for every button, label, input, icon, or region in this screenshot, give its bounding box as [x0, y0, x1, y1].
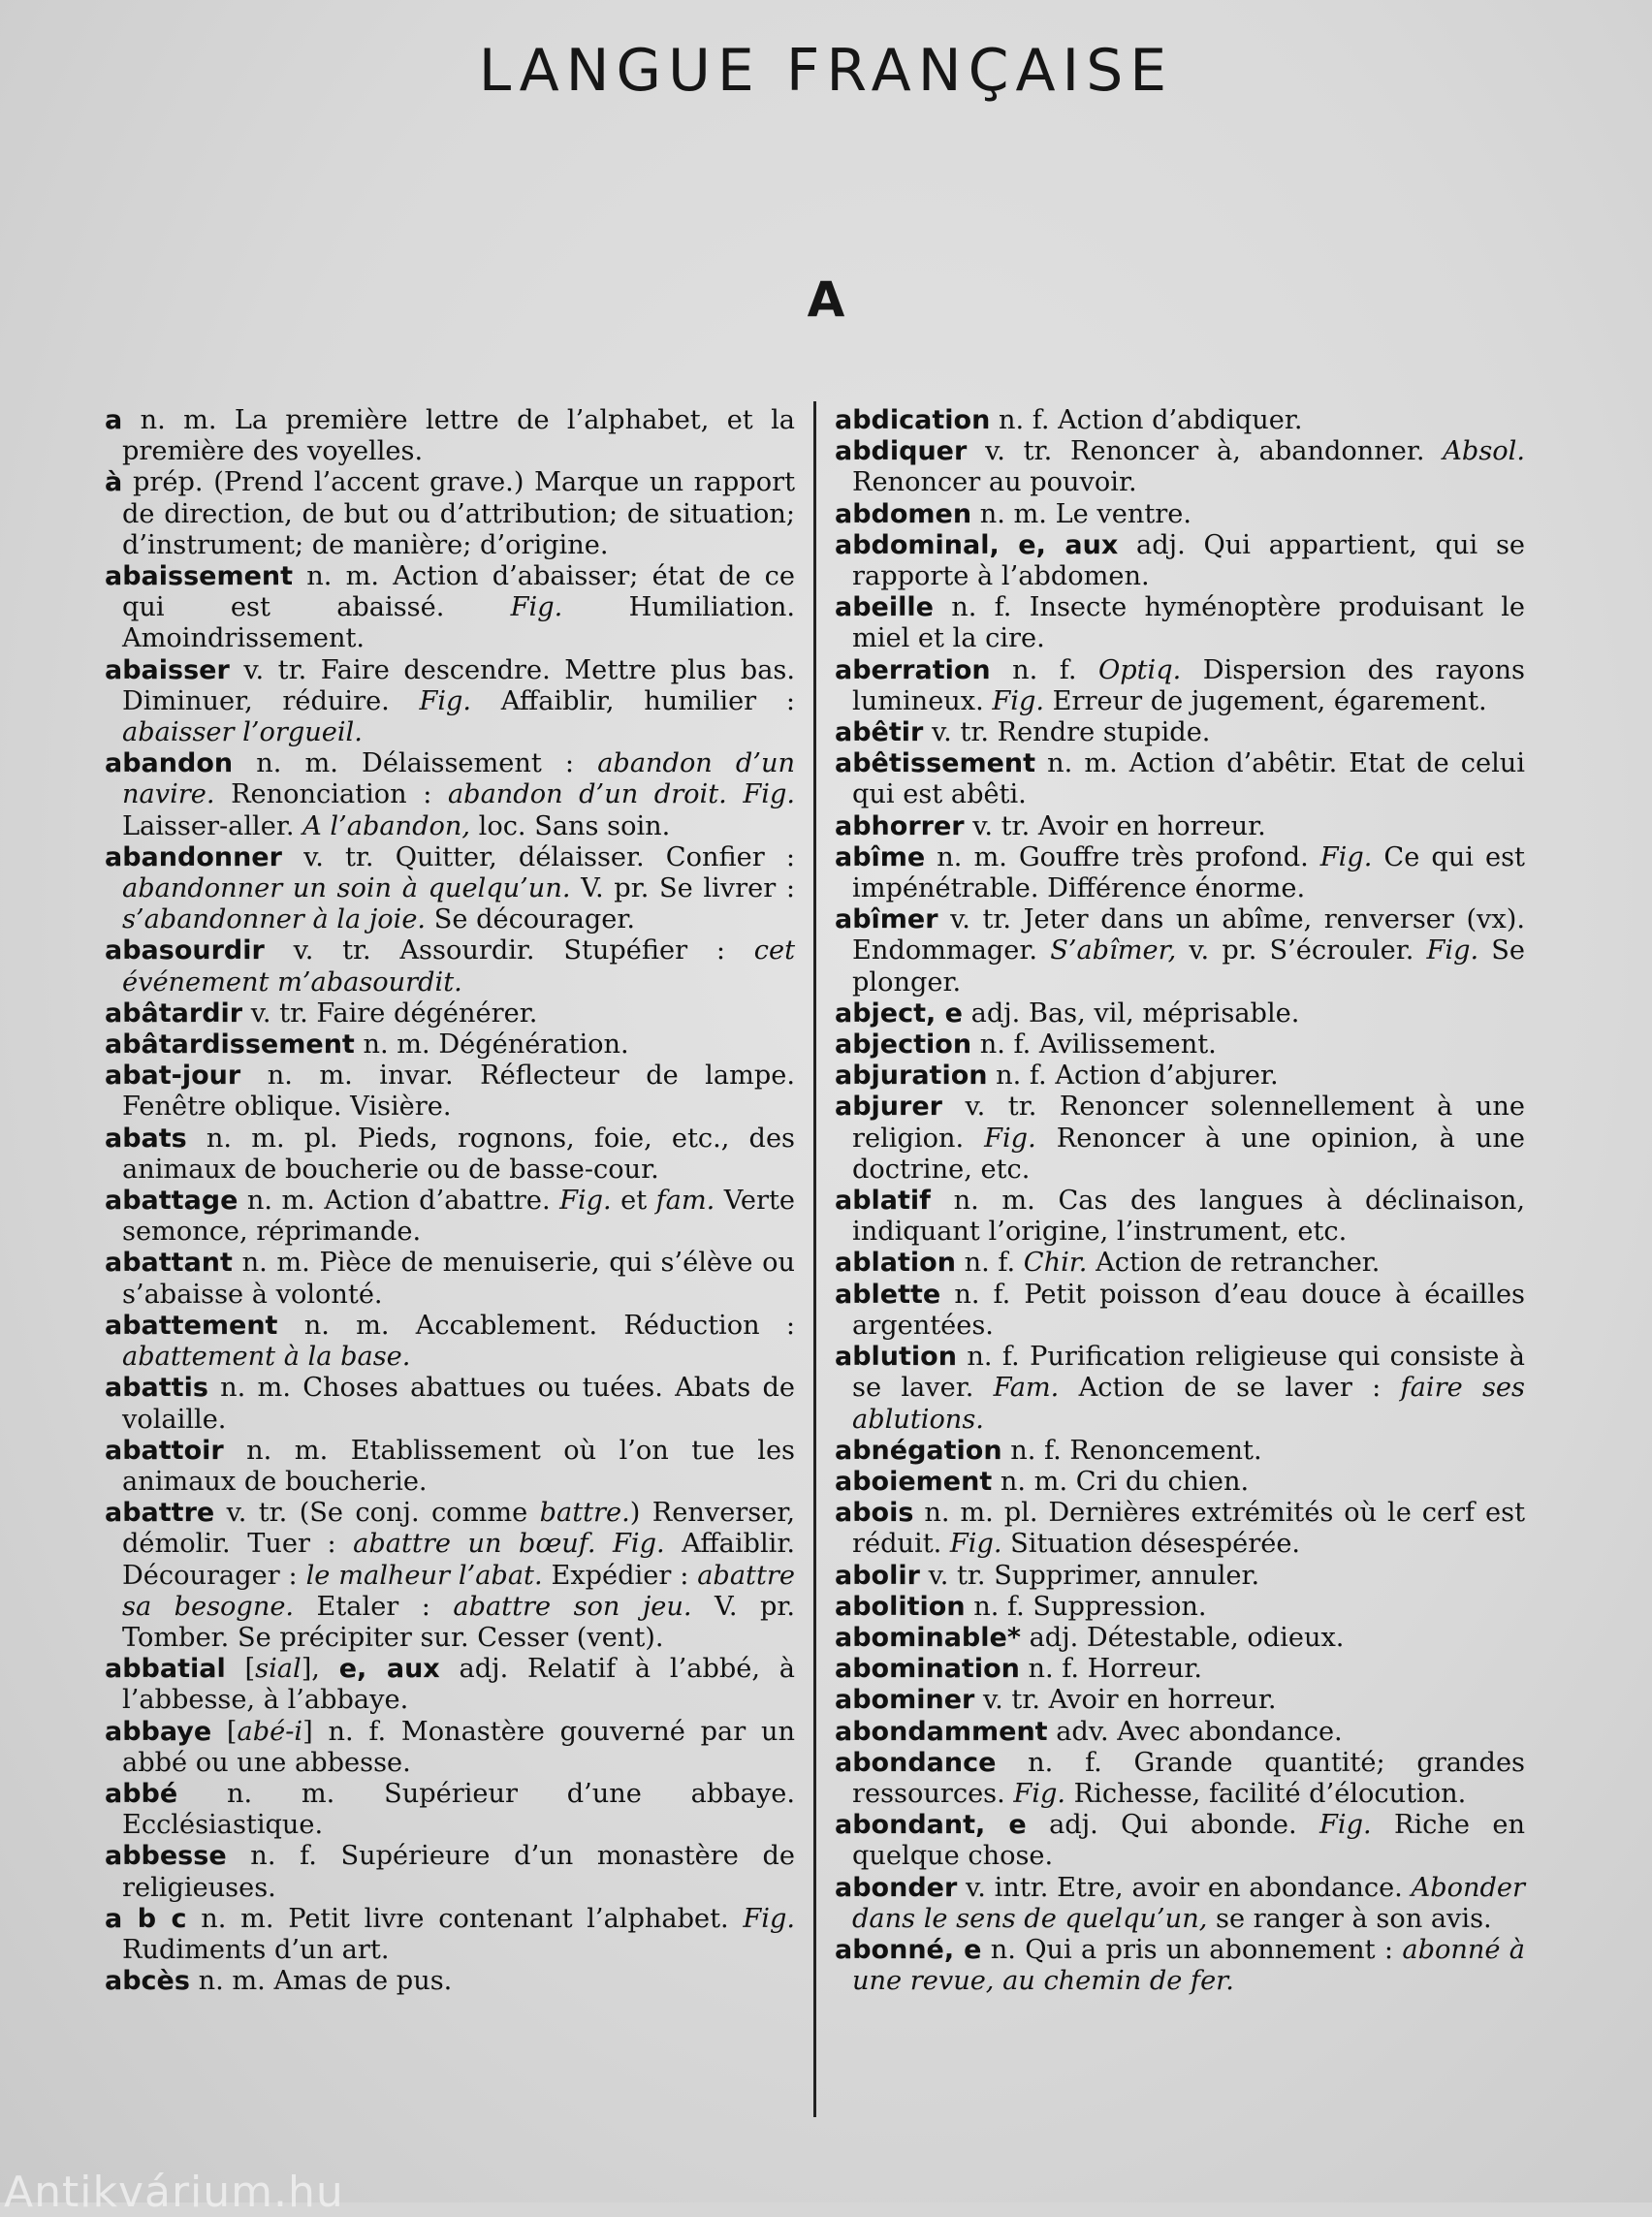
dictionary-entry [835, 405, 1525, 436]
entry-headword: abbaye [105, 1716, 212, 1747]
entry-definition: v. tr. Supprimer, annuler. [919, 1560, 1260, 1591]
entry-example: Fig. [419, 685, 472, 716]
entry-definition: n. m. Cas des langues à déclinaison, indiquant l’origine, l’instrument, etc. [852, 1186, 1525, 1248]
entry-headword: abominer [835, 1685, 975, 1716]
entry-definition: n. f. Action d’abdiquer. [990, 405, 1303, 435]
entry-headword: aboiement [835, 1466, 993, 1497]
entry-headword: abattis [105, 1373, 208, 1404]
entry-headword: abjurer [835, 1092, 942, 1123]
entry-definition: v. tr. Rendre stupide. [923, 717, 1211, 748]
entry-definition: v. tr. Renoncer à, abandonner. [967, 436, 1444, 467]
entry-example: Fig. [1319, 841, 1373, 872]
entry-definition: Se décourager. [426, 904, 636, 935]
dictionary-entry [835, 1561, 1525, 1592]
dictionary-entry [835, 842, 1525, 904]
entry-definition: v. pr. S’écrouler. [1176, 935, 1427, 966]
entry-headword: aberration [835, 654, 991, 685]
entry-definition: v. tr. (Se conj. comme [214, 1498, 540, 1529]
entry-headword: abomination [835, 1654, 1020, 1685]
column-divider [813, 401, 816, 2117]
entry-headword: abbé [105, 1778, 178, 1809]
dictionary-entry [105, 655, 795, 749]
dictionary-entry [105, 1436, 795, 1498]
entry-headword: abdominal, e, aux [835, 529, 1119, 560]
entry-example: sial [255, 1654, 302, 1685]
entry-definition: n. f. Petit poisson d’eau douce à écailles argentées. [852, 1279, 1525, 1341]
entry-example: Fam. [993, 1373, 1060, 1404]
entry-example: Abonder dans le sens de quelqu’un, [852, 1872, 1525, 1934]
dictionary-entry [835, 655, 1525, 717]
entry-definition: [ [211, 1716, 238, 1747]
entry-definition: n. m. Petit livre contenant l’alphabet. [186, 1903, 744, 1934]
entry-headword: abattement [105, 1310, 278, 1341]
entry-example: battre. [539, 1498, 630, 1529]
entry-definition: v. tr. Avoir en horreur. [964, 810, 1266, 841]
entry-headword: abâtardissement [105, 1029, 355, 1061]
section-letter: A [807, 271, 845, 328]
right-column [835, 405, 1525, 1997]
entry-definition: n. m. Etablissement où l’on tue les animaux de boucherie. [122, 1435, 795, 1497]
entry-definition: n. f. Avilissement. [971, 1029, 1217, 1061]
dictionary-entry [835, 530, 1525, 592]
entry-definition: ) Renverser, démolir. Tuer : [122, 1498, 795, 1560]
entry-definition: adj. Relatif à l’abbé, à l’abbesse, à l’abbaye. [122, 1654, 796, 1716]
entry-definition: Affaiblir. Décourager : [122, 1529, 796, 1591]
entry-example: Fig. [992, 685, 1045, 716]
entry-example: Fig. [949, 1529, 1002, 1560]
entry-definition: e, aux [338, 1654, 440, 1685]
entry-definition: n. m. Délaissement : [233, 748, 598, 779]
dictionary-entry [105, 1248, 795, 1310]
entry-definition: v. tr. Quitter, délaisser. Confier : [281, 841, 795, 872]
entry-headword: abattage [105, 1186, 238, 1217]
entry-definition: n. Qui a pris un abonnement : [981, 1934, 1403, 1965]
entry-definition: adv. Avec abondance. [1047, 1716, 1343, 1747]
entry-definition: n. m. Accablement. Réduction : [277, 1310, 795, 1341]
entry-headword: abdication [835, 405, 991, 435]
entry-headword: abattre [105, 1498, 215, 1529]
dictionary-entry [835, 1467, 1525, 1498]
entry-definition: n. m. Action d’abaisser; état de ce qui est abaissé. [122, 561, 795, 623]
dictionary-entry [835, 436, 1525, 498]
entry-headword: abdomen [835, 498, 972, 529]
entry-headword: abois [835, 1498, 914, 1529]
dictionary-entry [105, 1029, 795, 1061]
entry-definition: adj. Bas, vil, méprisable. [963, 998, 1300, 1029]
dictionary-entry [105, 561, 795, 655]
entry-headword: a [105, 405, 123, 435]
entry-example: le malheur l’abat. [305, 1560, 543, 1591]
dictionary-entry [835, 748, 1525, 810]
entry-definition: Renoncer au pouvoir. [852, 467, 1137, 498]
entry-definition: n. m. pl. Dernières extrémités où le cerf est réduit. [852, 1498, 1525, 1560]
entry-definition: n. m. Pièce de menuiserie, qui s’élève ou s’abaisse à volonté. [122, 1248, 795, 1310]
entry-definition: n. f. [955, 1248, 1024, 1279]
entry-definition: Laisser-aller. [122, 810, 303, 841]
entry-definition: [ [225, 1654, 256, 1685]
entry-definition: v. intr. Etre, avoir en abondance. [957, 1872, 1412, 1903]
entry-definition: v. tr. Assourdir. Stupéfier : [264, 935, 754, 966]
entry-definition: se ranger à son avis. [1207, 1903, 1492, 1934]
entry-example: abonné à une revue, au chemin de fer. [852, 1934, 1525, 1997]
dictionary-entry [835, 1623, 1525, 1654]
entry-definition: Renoncer à une opinion, à une doctrine, etc. [852, 1123, 1525, 1185]
entry-example: A l’abandon, [302, 810, 470, 841]
entry-headword: ablette [835, 1279, 941, 1310]
watermark: Antikvárium.hu [4, 2168, 344, 2217]
dictionary-entry [835, 1592, 1525, 1623]
entry-definition: Affaiblir, humilier : [471, 685, 795, 716]
entry-definition: n. f. Action d’abjurer. [987, 1061, 1279, 1092]
entry-definition: Dispersion des rayons lumineux. [852, 654, 1525, 716]
entry-definition: v. tr. Faire dégénérer. [242, 998, 538, 1029]
dictionary-entry [105, 467, 795, 561]
dictionary-entry [105, 1717, 795, 1779]
dictionary-entry [105, 1841, 795, 1903]
dictionary-entry [835, 1186, 1525, 1248]
entry-headword: abondance [835, 1747, 997, 1778]
entry-headword: abonné, e [835, 1934, 982, 1965]
entry-example: faire ses ablutions. [852, 1373, 1525, 1435]
entry-example: abandon d’un navire. [122, 748, 795, 810]
entry-definition: v. tr. Avoir en horreur. [974, 1685, 1277, 1716]
entry-example: abattre un bœuf. Fig. [353, 1529, 665, 1560]
entry-definition: n. m. Choses abattues ou tuées. Abats de volaille. [122, 1373, 795, 1435]
entry-example: abattre sa besogne. [122, 1560, 795, 1622]
entry-example: Optiq. [1097, 654, 1182, 685]
entry-example: fam. [655, 1186, 715, 1217]
dictionary-entry [105, 1904, 795, 1966]
entry-example: abé-i [237, 1716, 303, 1747]
entry-headword: abîme [835, 841, 926, 872]
entry-definition: adj. Détestable, odieux. [1020, 1622, 1345, 1653]
dictionary-entry [105, 1498, 795, 1654]
entry-definition: V. pr. Se livrer : [570, 873, 796, 904]
entry-example: abandon d’un droit. Fig. [447, 779, 795, 810]
entry-definition: Humiliation. Amoindrissement. [122, 592, 796, 654]
entry-definition: prép. (Prend l’accent grave.) Marque un rapport de direction, de but ou d’attribution; de situation; d’instrument; de manière; d’origine. [122, 467, 795, 560]
entry-definition: Action de retrancher. [1087, 1248, 1381, 1279]
dictionary-entry [835, 998, 1525, 1029]
dictionary-entry [105, 1779, 795, 1841]
dictionary-entry [835, 1748, 1525, 1810]
entry-definition: loc. Sans soin. [470, 810, 671, 841]
dictionary-entry [835, 1935, 1525, 1997]
entry-definition: n. m. Gouffre très profond. [925, 841, 1320, 872]
entry-example: Fig. [984, 1123, 1036, 1154]
entry-definition: Expédier : [542, 1560, 698, 1591]
dictionary-entry [835, 1717, 1525, 1748]
entry-definition: n. f. Insecte hyménoptère produisant le miel et la cire. [852, 592, 1525, 654]
dictionary-entry [835, 1436, 1525, 1467]
entry-example: Chir. [1023, 1248, 1088, 1279]
entry-headword: abîmer [835, 904, 938, 935]
entry-definition: n. f. Supérieure d’un monastère de religieuses. [122, 1841, 795, 1903]
entry-headword: abêtissement [835, 748, 1036, 779]
dictionary-entry [835, 904, 1525, 998]
left-column [105, 405, 795, 1997]
entry-headword: abonder [835, 1872, 958, 1903]
entry-example: Fig. [743, 1903, 795, 1934]
dictionary-entry [105, 1061, 795, 1123]
entry-definition: Ce qui est impénétrable. Différence énorme. [852, 841, 1525, 904]
entry-definition: v. tr. Faire descendre. Mettre plus bas. Diminuer, réduire. [122, 654, 795, 716]
entry-example: Fig. [559, 1186, 612, 1217]
entry-headword: abandon [105, 748, 234, 779]
entry-definition: Situation désespérée. [1001, 1529, 1301, 1560]
entry-definition: v. tr. Jeter dans un abîme, renverser (vx). Endommager. [852, 904, 1525, 966]
entry-definition: Riche en quelque chose. [852, 1810, 1525, 1872]
dictionary-entry [835, 1280, 1525, 1342]
entry-headword: abjuration [835, 1061, 988, 1092]
entry-headword: abolition [835, 1591, 966, 1622]
entry-definition: n. m. Le ventre. [971, 498, 1191, 529]
entry-headword: abats [105, 1123, 187, 1154]
dictionary-entry [835, 717, 1525, 748]
entry-headword: abhorrer [835, 810, 965, 841]
entry-headword: abat-jour [105, 1061, 241, 1092]
entry-definition: Action de se laver : [1059, 1373, 1401, 1404]
entry-definition: n. m. Amas de pus. [189, 1966, 453, 1997]
entry-headword: abasourdir [105, 935, 265, 966]
dictionary-entry [105, 1186, 795, 1248]
dictionary-entry [835, 1029, 1525, 1061]
entry-definition: n. f. Purification religieuse qui consiste à se laver. [852, 1342, 1525, 1404]
entry-definition: ] n. f. Monastère gouverné par un abbé ou une abbesse. [122, 1716, 796, 1778]
entry-headword: abondamment [835, 1716, 1048, 1747]
dictionary-entry [835, 1248, 1525, 1279]
dictionary-entry [105, 748, 795, 842]
entry-headword: ablation [835, 1248, 956, 1279]
dictionary-entry [105, 405, 795, 467]
entry-definition: Etaler : [294, 1591, 454, 1622]
dictionary-entry [105, 1373, 795, 1435]
entry-headword: ablatif [835, 1186, 931, 1217]
dictionary-entry [835, 1685, 1525, 1716]
entry-definition: n. m. invar. Réflecteur de lampe. Fenêtre oblique. Visière. [122, 1061, 795, 1123]
page-title: LANGUE FRANÇAISE [478, 37, 1174, 105]
dictionary-entry [835, 1342, 1525, 1436]
entry-headword: abeille [835, 592, 934, 623]
entry-example: Fig. [1319, 1810, 1372, 1841]
entry-definition: n. m. Cri du chien. [992, 1466, 1250, 1497]
entry-example: abattre son jeu. [453, 1591, 692, 1622]
entry-headword: abondant, e [835, 1810, 1027, 1841]
entry-headword: ablution [835, 1342, 957, 1373]
entry-definition: Richesse, facilité d’élocution. [1065, 1778, 1467, 1809]
entry-definition: v. tr. Renoncer solennellement à une religion. [852, 1092, 1525, 1154]
entry-definition: n. m. Action d’abattre. [238, 1186, 560, 1217]
dictionary-entry [835, 1498, 1525, 1560]
entry-definition: Rudiments d’un art. [122, 1934, 390, 1965]
entry-example: s’abandonner à la joie. [122, 904, 427, 935]
entry-definition: n. m. Dégénération. [354, 1029, 629, 1061]
entry-headword: abdiquer [835, 436, 968, 467]
dictionary-entry [835, 499, 1525, 530]
dictionary-entry [105, 1124, 795, 1186]
dictionary-entry [835, 592, 1525, 654]
entry-example: Absol. [1443, 436, 1525, 467]
dictionary-entry [105, 998, 795, 1029]
entry-definition: n. f. Grande quantité; grandes ressources. [852, 1747, 1525, 1809]
entry-headword: a b c [105, 1903, 187, 1934]
dictionary-entry [105, 1654, 795, 1716]
entry-example: Fig. [510, 592, 563, 623]
entry-definition: n. f. [990, 654, 1098, 685]
entry-headword: abolir [835, 1560, 920, 1591]
entry-definition: n. m. Supérieur d’une abbaye. Ecclésiastique. [122, 1778, 795, 1841]
entry-definition: Se plonger. [852, 935, 1526, 998]
entry-definition: adj. Qui abonde. [1026, 1810, 1320, 1841]
dictionary-entry [105, 1311, 795, 1373]
entry-headword: abêtir [835, 717, 924, 748]
entry-definition: n. m. La première lettre de l’alphabet, et la première des voyelles. [122, 405, 795, 467]
entry-definition: n. f. Suppression. [965, 1591, 1207, 1622]
entry-headword: abjection [835, 1029, 972, 1061]
entry-headword: abnégation [835, 1435, 1002, 1466]
dictionary-entry [835, 1092, 1525, 1186]
entry-headword: abbesse [105, 1841, 227, 1872]
dictionary-entry [835, 1061, 1525, 1092]
entry-definition: et [611, 1186, 656, 1217]
entry-headword: abattant [105, 1248, 233, 1279]
entry-headword: abominable* [835, 1622, 1021, 1653]
entry-example: S’abîmer, [1050, 935, 1177, 966]
entry-definition: n. m. pl. Pieds, rognons, foie, etc., des animaux de boucherie ou de basse-cour. [122, 1123, 795, 1185]
entry-definition: n. m. Action d’abêtir. Etat de celui qui est abêti. [852, 748, 1525, 810]
entry-headword: abattoir [105, 1435, 224, 1466]
dictionary-entry [105, 1966, 795, 1997]
entry-example: Fig. [1426, 935, 1479, 966]
dictionary-entry [105, 842, 795, 936]
dictionary-entry [105, 935, 795, 998]
entry-headword: abâtardir [105, 998, 243, 1029]
entry-headword: abandonner [105, 841, 282, 872]
dictionary-entry [835, 811, 1525, 842]
entry-headword: à [105, 467, 123, 498]
entry-headword: abaisser [105, 654, 230, 685]
entry-definition: ], [301, 1654, 339, 1685]
entry-example: abandonner un soin à quelqu’un. [122, 873, 571, 904]
entry-definition: n. f. Renoncement. [1001, 1435, 1262, 1466]
dictionary-entry [835, 1810, 1525, 1872]
entry-definition: Renonciation : [214, 779, 448, 810]
entry-headword: abbatial [105, 1654, 226, 1685]
entry-example: Fig. [1013, 1778, 1066, 1809]
entry-definition: Verte semonce, réprimande. [122, 1186, 795, 1248]
entry-definition: adj. Qui appartient, qui se rapporte à l’abdomen. [852, 529, 1525, 592]
entry-example: abattement à la base. [122, 1342, 411, 1373]
entry-headword: abaissement [105, 561, 294, 592]
entry-definition: n. f. Horreur. [1019, 1654, 1202, 1685]
dictionary-entry [835, 1654, 1525, 1685]
entry-headword: abcès [105, 1966, 190, 1997]
entry-headword: abject, e [835, 998, 963, 1029]
entry-example: abaisser l’orgueil. [122, 717, 363, 748]
entry-example: cet événement m’abasourdit. [122, 935, 795, 998]
entry-definition: Erreur de jugement, égarement. [1044, 685, 1487, 716]
entry-definition: V. pr. Tomber. Se précipiter sur. Cesser (vent). [122, 1591, 796, 1653]
dictionary-entry [835, 1873, 1525, 1935]
